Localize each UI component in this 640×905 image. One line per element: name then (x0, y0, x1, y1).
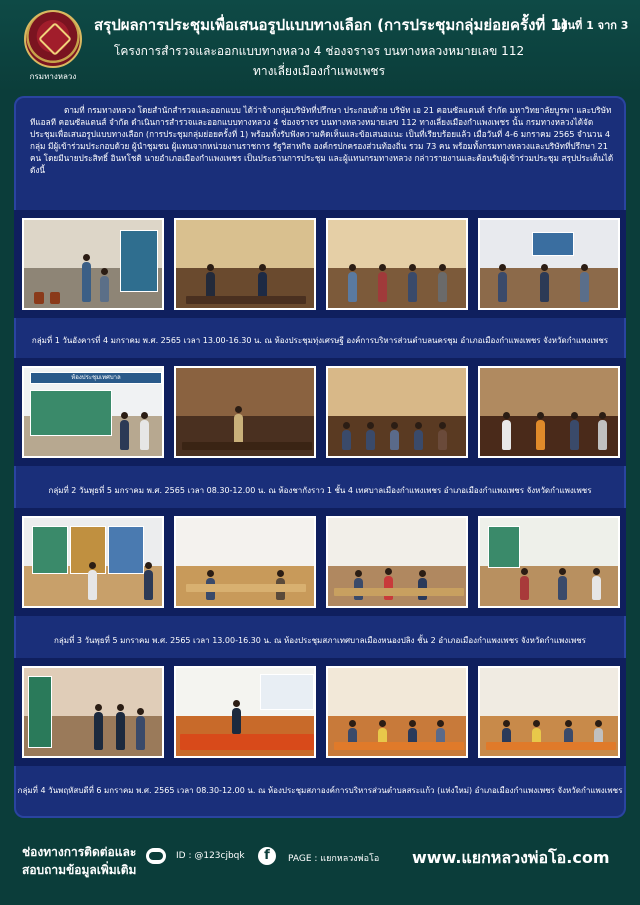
department-of-highways-logo (24, 10, 82, 68)
group-3-photo-3 (326, 516, 468, 608)
group-1-photo-strip (14, 210, 626, 318)
group-3-photo-1 (22, 516, 164, 608)
facebook-icon[interactable]: f (258, 847, 276, 865)
group-2-photo-3 (326, 366, 468, 458)
contact-heading-line-1: ช่องทางการติดต่อและ (22, 845, 137, 859)
intro-text (30, 104, 616, 176)
group-2-photo-strip (14, 358, 626, 466)
page-header (0, 0, 640, 92)
group-4-photo-2 (174, 666, 316, 758)
subtitle-line-1: โครงการสำรวจและออกแบบทางหลวง 4 ช่องจราจร บนทางหลวงหมายเลข 112 (113, 44, 525, 58)
website-link[interactable]: www.แยกหลวงพ่อโอ.com (412, 848, 610, 867)
project-subtitle (94, 41, 544, 81)
group-2-photo-1 (22, 366, 164, 458)
group-1-photo-4 (478, 218, 620, 310)
group-1-photo-3 (326, 218, 468, 310)
group-2-photo-2 (174, 366, 316, 458)
facebook-page[interactable]: PAGE : แยกหลวงพ่อโอ (288, 854, 380, 864)
photo-sign-text: ห้องประชุมเทศบาล (30, 372, 162, 384)
group-3-photo-2 (174, 516, 316, 608)
group-4-photo-strip (14, 658, 626, 766)
group-1-caption: กลุ่มที่ 1 วันอังคารที่ 4 มกราคม พ.ศ. 2565 เวลา 13.00-16.30 น. ณ ห้องประชุมทุ่งเศรษฐี องค์การบริหารส่วนตำบลนครชุม อำเภอเมืองกำแพงเพชร จังหวัดกำแพงเพชร (31, 336, 609, 345)
group-3-photo-strip (14, 508, 626, 616)
subtitle-line-2: ทางเลี่ยงเมืองกำแพงเพชร (252, 64, 386, 78)
group-1-photo-1 (22, 218, 164, 310)
line-icon[interactable] (146, 848, 166, 864)
group-4-caption: กลุ่มที่ 4 วันพฤหัสบดีที่ 6 มกราคม พ.ศ. 2565 เวลา 08.30-12.00 น. ณ ห้องประชุมสภาองค์การบริหารส่วนตำบลสระแก้ว (แห่งใหม่) อำเภอเมืองกำแพงเพชร จังหวัดกำแพงเพชร (17, 786, 623, 795)
group-1-photo-2 (174, 218, 316, 310)
group-2-caption: กลุ่มที่ 2 วันพุธที่ 5 มกราคม พ.ศ. 2565 เวลา 08.30-12.00 น. ณ ห้องชากังราว 1 ชั้น 4 เทศบาลเมืองกำแพงเพชร อำเภอเมืองกำแพงเพชร จังหวัดกำแพงเพชร (48, 486, 592, 495)
intro-paragraph: ตามที่ กรมทางหลวง โดยสำนักสำรวจและออกแบบ ได้ว่าจ้างกลุ่มบริษัทที่ปรึกษา ประกอบด้วย บริษัท เอ 21 คอนซัลแตนท์ จำกัด มหาวิทยาลัยบูรพา และบริษัท ทีแอลที คอนซัลแตนส์ จำกัด ดำเนินการสำรวจและออกแบบทางหลวง 4 ช่องจราจร บนทางหลวงหมายเลข 112 ทางเลี่ยงเมืองกำแพงเพชร นั้น กรมทางหลวงได้จัดประชุมเพื่อเสนอรูปแบบทางเลือก (การประชุมกลุ่มย่อยครั้งที่ 1) พร้อมทั้งรับฟังความคิดเห็นและข้อเสนอแนะ เป็นที่เรียบร้อยแล้ว เมื่อวันที่ 4-6 มกราคม 2565 จำนวน 4 กลุ่ม มีผู้เข้าร่วมประกอบด้วย ผู้นำชุมชน ผู้แทนจากหน่วยงานราชการ รัฐวิสาหกิจ องค์กรปกครองส่วนท้องถิ่น รวม 73 คน พร้อมทั้งกรมทางหลวงและบริษัทที่ปรึกษา 21 คน โดยมีนายประสิทธิ์ อินทโชติ นายอำเภอเมืองกำแพงเพชร เป็นประธานการประชุม และผู้แทนกรมทางหลวง กล่าวรายงานและต้อนรับผู้เข้าร่วมประชุม สรุปประเด็นได้ดังนี้ (30, 105, 614, 175)
contact-heading (22, 843, 136, 879)
group-4-photo-1 (22, 666, 164, 758)
group-3-caption: กลุ่มที่ 3 วันพุธที่ 5 มกราคม พ.ศ. 2565 เวลา 13.00-16.30 น. ณ ห้องประชุมสภาเทศบาลเมืองหนองปลิง ชั้น 2 อำเภอเมืองกำแพงเพชร จังหวัดกำแพงเพชร (54, 636, 586, 645)
contact-heading-line-2: สอบถามข้อมูลเพิ่มเติม (22, 863, 137, 877)
page-title: สรุปผลการประชุมเพื่อเสนอรูปแบบทางเลือก (การประชุมกลุ่มย่อยครั้งที่ 1) (94, 16, 568, 34)
group-2-photo-4 (478, 366, 620, 458)
page-number: แผ่นที่ 1 จาก 3 (554, 19, 629, 32)
line-id[interactable]: ID : @123cjbqk (176, 851, 245, 861)
group-4-photo-4 (478, 666, 620, 758)
logo-caption: กรมทางหลวง (29, 72, 77, 81)
group-3-photo-4 (478, 516, 620, 608)
group-4-photo-3 (326, 666, 468, 758)
